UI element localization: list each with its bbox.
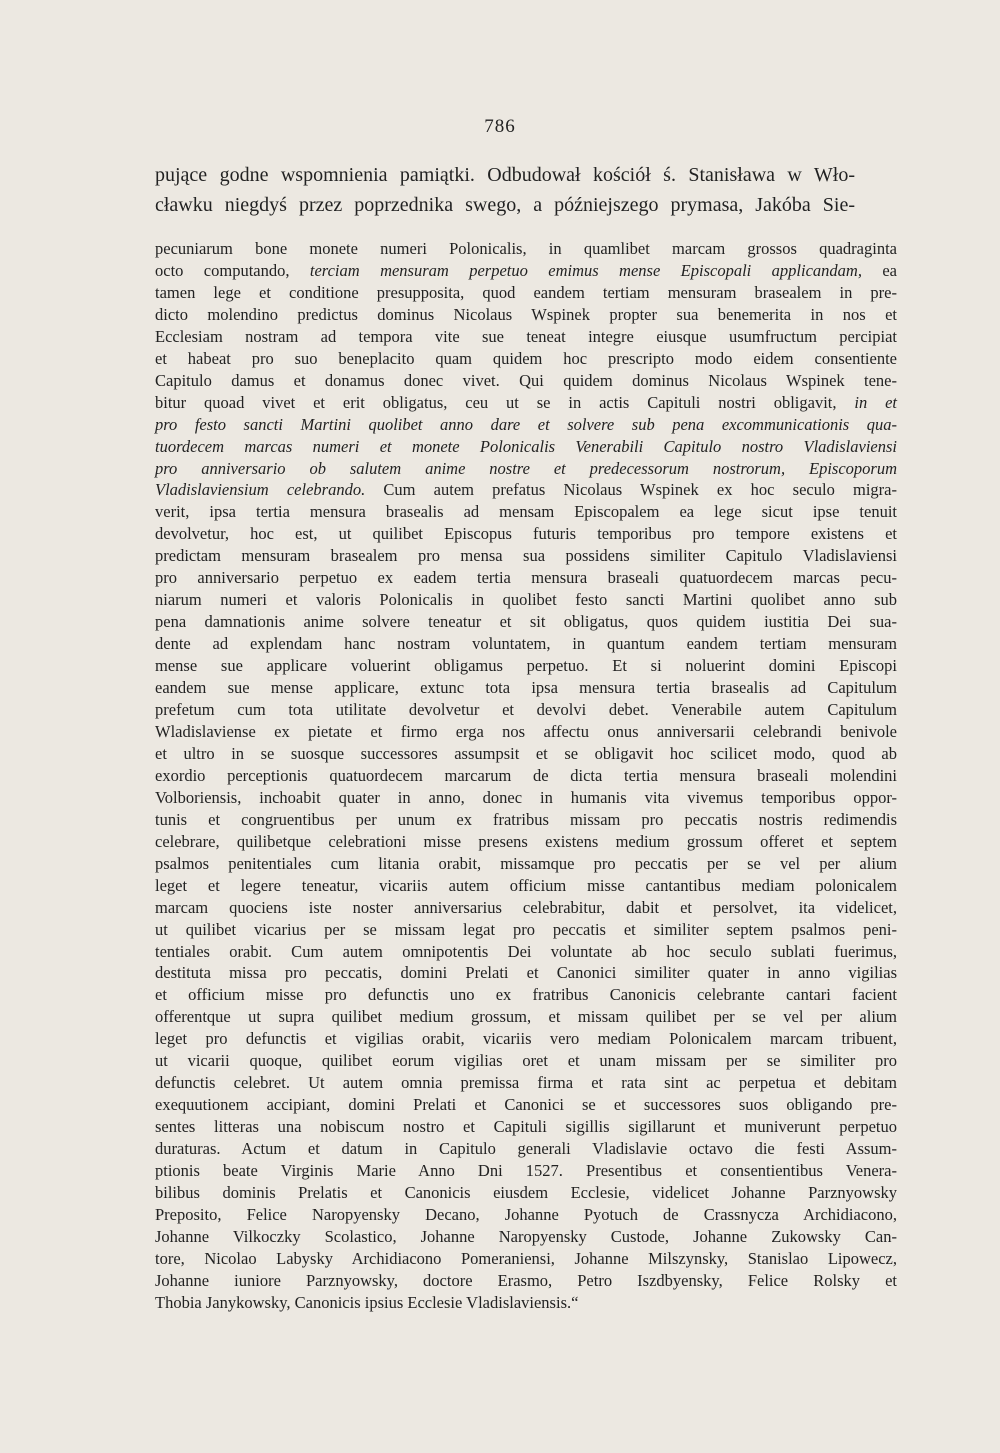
text-segment: Johanne Vilkoczky Scolastico, Johanne Naropyensky Custode, Johanne Zukowsky Can- [155, 1226, 897, 1246]
text-line [155, 238, 897, 260]
text-segment: prefetum cum tota utilitate devolvetur et devolvi debet. Venerabile autem Capitulum [155, 700, 897, 720]
text-line [155, 941, 897, 963]
latin-document-text [155, 238, 897, 1314]
text-segment: pena damnationis anime solvere teneatur et sit obligatus, quos quidem iustitia Dei sua- [155, 612, 897, 632]
text-segment: Ecclesiam nostram ad tempora vite sue teneat integre eiusque usumfructum percipiat [155, 326, 897, 346]
text-segment: leget et legere teneatur, vicariis autem officium misse cantantibus mediam polonicalem [155, 875, 897, 895]
text-segment: offerentque ut supra quilibet medium grossum, et missam quilibet per se vel per alium [155, 1007, 897, 1027]
intro-line: cławku niegdyś przez poprzednika swego, a późniejszego prymasa, Jakóba Sie- [155, 194, 855, 216]
text-line [155, 655, 897, 677]
text-line [155, 897, 897, 919]
text-segment: ea [861, 260, 897, 280]
text-line [155, 853, 897, 875]
text-line [155, 1182, 897, 1204]
text-line [155, 721, 897, 743]
text-segment: tore, Nicolao Labysky Archidiacono Pomeraniensi, Johanne Milszynsky, Stanislao Lipowecz, [155, 1248, 897, 1268]
text-line [155, 1160, 897, 1182]
text-segment: sentes litteras una nobiscum nostro et Capituli sigillis sigillarunt et muniverunt perpetuo [155, 1117, 897, 1137]
text-line [155, 962, 897, 984]
text-segment: exequutionem accipiant, domini Prelati et Canonici se et successores suos obligando pre- [155, 1095, 897, 1115]
text-segment: defunctis celebret. Ut autem omnia premissa firma et rata sint ac perpetua et debitam [155, 1073, 897, 1093]
italic-segment: in et [854, 392, 897, 412]
text-line [155, 677, 897, 699]
text-line [155, 1248, 897, 1270]
text-line [155, 523, 897, 545]
text-line [155, 304, 897, 326]
text-segment: tentiales orabit. Cum autem omnipotentis Dei voluntate ab hoc seculo sublati fuerimus, [155, 941, 897, 961]
text-line [155, 479, 897, 501]
text-segment: Capitulo damus et donamus donec vivet. Qui quidem dominus Nicolaus Wspinek tene- [155, 370, 897, 390]
text-line [155, 611, 897, 633]
text-line [155, 699, 897, 721]
text-segment: Thobia Janykowsky, Canonicis ipsius Ecclesie Vladislaviensis.“ [155, 1292, 579, 1312]
text-line [155, 1116, 897, 1138]
text-line [155, 589, 897, 611]
text-line [155, 919, 897, 941]
text-segment: et ultro in se suosque successores assumpsit et se obligavit hoc scilicet modo, quod ab [155, 743, 897, 763]
text-line [155, 809, 897, 831]
text-line [155, 567, 897, 589]
text-segment: predictam mensuram brasealem pro mensa sua possidens similiter Capitulo Vladislaviensi [155, 546, 897, 566]
text-segment: octo computando, [155, 260, 310, 280]
text-line [155, 436, 897, 458]
text-segment: devolvetur, hoc est, ut quilibet Episcopus futuris temporibus pro tempore existens et [155, 524, 897, 544]
text-segment: Preposito, Felice Naropyensky Decano, Johanne Pyotuch de Crassnycza Archidiacono, [155, 1204, 897, 1224]
text-segment: celebrare, quilibetque celebrationi misse presens existens medium grossum offeret et septem [155, 831, 897, 851]
text-line [155, 282, 897, 304]
text-segment: exordio perceptionis quatuordecem marcarum de dicta tertia mensura braseali molendini [155, 765, 897, 785]
text-line [155, 414, 897, 436]
text-line [155, 501, 897, 523]
text-segment: ptionis beate Virginis Marie Anno Dni 1527. Presentibus et consentientibus Venera- [155, 1161, 897, 1181]
text-segment: mense sue applicare voluerint obligamus perpetuo. Et si noluerint domini Episcopi [155, 656, 897, 676]
text-segment: Johanne iuniore Parznyowsky, doctore Erasmo, Petro Iszdbyensky, Felice Rolsky et [155, 1270, 897, 1290]
text-segment: eandem sue mense applicare, extunc tota ipsa mensura tertia brasealis ad Capitulum [155, 678, 897, 698]
text-line [155, 1270, 897, 1292]
text-segment: duraturas. Actum et datum in Capitulo generali Vladislavie octavo die festi Assum- [155, 1139, 897, 1159]
text-line [155, 545, 897, 567]
text-line [155, 1094, 897, 1116]
text-segment: pecuniarum bone monete numeri Polonicalis, in quamlibet marcam grossos quadraginta [155, 239, 897, 258]
text-segment: leget pro defunctis et vigilias orabit, vicariis vero mediam Polonicalem marcam tribuent, [155, 1029, 897, 1049]
text-line [155, 633, 897, 655]
text-line [155, 787, 897, 809]
text-segment: pro anniversario perpetuo ex eadem tertia mensura braseali quatuordecem marcas pecu- [155, 568, 897, 588]
text-line [155, 1006, 897, 1028]
text-line [155, 765, 897, 787]
text-segment: bilibus dominis Prelatis et Canonicis eiusdem Ecclesie, videlicet Johanne Parznyowsky [155, 1182, 897, 1202]
text-line [155, 1292, 897, 1314]
text-segment: Cum autem prefatus Nicolaus Wspinek ex hoc seculo migra- [365, 480, 897, 500]
text-line [155, 743, 897, 765]
text-segment: bitur quoad vivet et erit obligatus, ceu ut se in actis Capituli nostri obligavit, [155, 392, 855, 412]
text-line [155, 1138, 897, 1160]
text-segment: niarum numeri et valoris Polonicalis in quolibet festo sancti Martini quolibet anno sub [155, 590, 897, 610]
text-segment: tunis et congruentibus per unum ex fratribus missam pro peccatis nostris redimendis [155, 809, 897, 829]
text-line [155, 1072, 897, 1094]
text-line [155, 1028, 897, 1050]
text-line [155, 1204, 897, 1226]
text-line [155, 326, 897, 348]
text-line [155, 1226, 897, 1248]
text-line [155, 831, 897, 853]
text-segment: Wladislaviense ex pietate et firmo erga nos affectu onus anniversarii celebrandi benivole [155, 721, 897, 741]
text-segment: tamen lege et conditione presupposita, quod eandem tertiam mensuram brasealem in pre- [155, 282, 897, 302]
text-segment: ut vicarii quoque, quilibet eorum vigilias oret et unam missam per se similiter pro [155, 1051, 897, 1071]
text-line [155, 392, 897, 414]
text-segment: dente ad explendam hanc nostram voluntatem, in quantum eandem tertiam mensuram [155, 634, 897, 654]
text-segment: et officium misse pro defunctis uno ex fratribus Canonicis celebrante cantari facient [155, 985, 897, 1005]
text-segment: ut quilibet vicarius per se missam legat pro peccatis et similiter septem psalmos peni- [155, 919, 897, 939]
italic-segment: pro anniversario ob salutem anime nostre et predecessorum nostrorum, Episcoporum [155, 458, 897, 478]
text-segment: destituta missa pro peccatis, domini Prelati et Canonici similiter quater in anno vigilias [155, 963, 897, 983]
italic-segment: terciam mensuram perpetuo emimus mense Episcopali applicandam, [309, 260, 862, 280]
text-line [155, 875, 897, 897]
text-line [155, 984, 897, 1006]
text-line [155, 458, 897, 480]
italic-segment: tuordecem marcas numeri et monete Polonicalis Venerabili Capitulo nostro Vladislaviensi [155, 436, 897, 456]
text-line [155, 348, 897, 370]
text-line [155, 1050, 897, 1072]
text-segment: verit, ipsa tertia mensura brasealis ad mensam Episcopalem ea lege sicut ipse tenuit [155, 502, 897, 522]
text-segment: Volboriensis, inchoabit quater in anno, donec in humanis vita vivemus temporibus oppor- [155, 787, 897, 807]
text-line [155, 370, 897, 392]
italic-segment: pro festo sancti Martini quolibet anno dare et solvere sub pena excommunicationis qua- [155, 414, 897, 434]
page-number: 786 [484, 116, 516, 137]
text-segment: dicto molendino predictus dominus Nicolaus Wspinek propter sua benemerita in nos et [155, 304, 897, 324]
intro-line: pujące godne wspomnienia pamiątki. Odbudował kościół ś. Stanisława w Wło- [155, 164, 855, 186]
text-segment: psalmos penitentiales cum litania orabit, missamque pro peccatis per se vel per alium [155, 853, 897, 873]
text-segment: et habeat pro suo beneplacito quam quidem hoc prescripto modo eidem consentiente [155, 348, 897, 368]
text-segment: marcam quociens iste noster anniversarius celebrabitur, dabit et persolvet, ita videlicet, [155, 897, 897, 917]
text-line [155, 260, 897, 282]
italic-segment: Vladislaviensium celebrando. [155, 480, 366, 500]
intro-paragraph [155, 160, 855, 220]
